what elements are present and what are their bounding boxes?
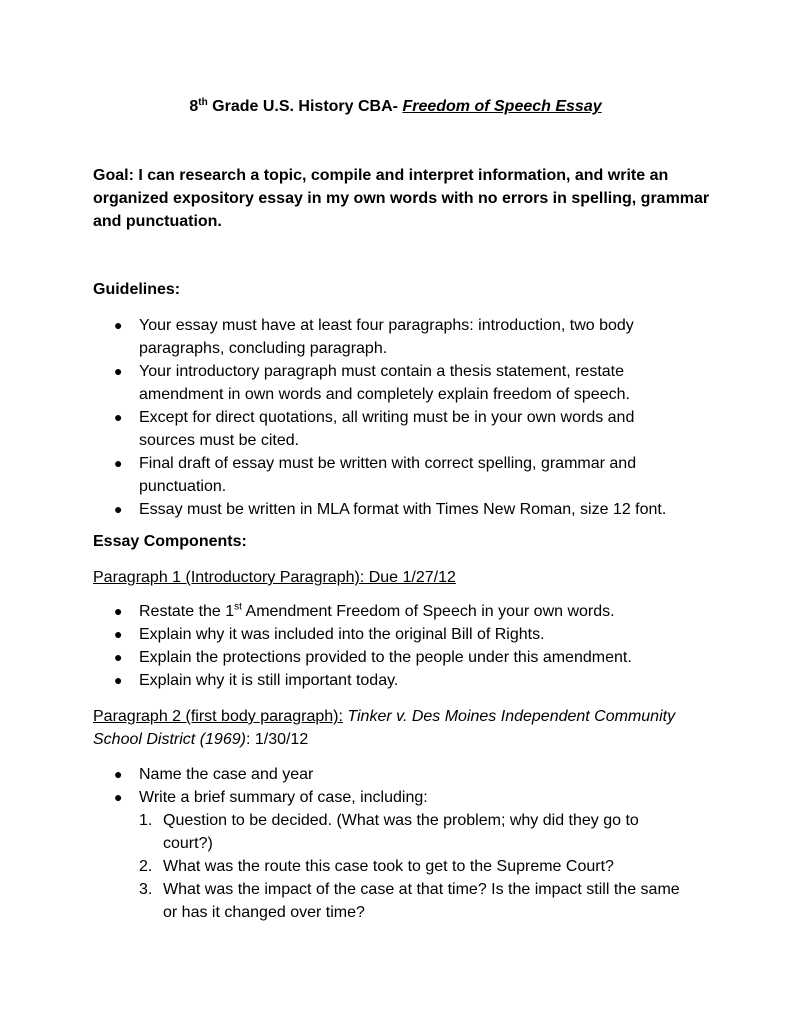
list-item	[93, 498, 693, 521]
bullet-icon: ●	[114, 603, 123, 619]
paragraph2-label	[93, 705, 703, 751]
list-item	[93, 786, 693, 809]
grade-suffix: th	[198, 97, 208, 108]
list-item	[93, 669, 693, 692]
court-case-name: Tinker v. Des Moines Independent Community School District (1969)	[93, 708, 676, 748]
list-item	[93, 360, 693, 406]
paragraph1-list	[93, 600, 693, 692]
list-item	[93, 452, 693, 498]
numbered-item	[93, 878, 693, 924]
list-item	[93, 600, 693, 623]
list-item	[93, 646, 693, 669]
bullet-icon: ●	[114, 626, 123, 642]
ordinal-suffix: st	[234, 601, 242, 613]
item-number: 2.	[139, 858, 153, 875]
list-item-text: Explain the protections provided to the people under this amendment.	[139, 649, 632, 666]
due-date: : 1/30/12	[245, 731, 309, 748]
paragraph1-label: Paragraph 1 (Introductory Paragraph): Due 1/27/12	[93, 569, 456, 586]
bullet-icon: ●	[114, 363, 123, 379]
summary-numbered-list	[93, 809, 693, 924]
bullet-icon: ●	[114, 455, 123, 471]
list-item-text: Final draft of essay must be written with correct spelling, grammar and punctuation.	[139, 455, 637, 495]
list-item-text: Amendment Freedom of Speech in your own words.	[241, 603, 615, 620]
bullet-icon: ●	[114, 649, 123, 665]
bullet-icon: ●	[114, 766, 123, 782]
numbered-item	[93, 809, 693, 855]
bullet-icon: ●	[114, 501, 123, 517]
title-prefix: Grade U.S. History CBA-	[207, 98, 403, 115]
list-item	[93, 314, 693, 360]
guidelines-list	[93, 314, 693, 521]
item-number: 3.	[139, 881, 153, 898]
grade-number: 8	[189, 98, 199, 115]
list-item	[93, 763, 693, 786]
list-item-text: Explain why it is still important today.	[139, 672, 399, 689]
numbered-item-text: What was the route this case took to get to the Supreme Court?	[163, 858, 614, 875]
list-item-text: Name the case and year	[139, 766, 314, 783]
list-item	[93, 623, 693, 646]
paragraph2-title: Paragraph 2 (first body paragraph):	[93, 708, 343, 725]
list-item-text: Your essay must have at least four paragraphs: introduction, two body paragraphs, concluding paragraph.	[139, 317, 634, 357]
bullet-icon: ●	[114, 409, 123, 425]
bullet-icon: ●	[114, 317, 123, 333]
goal-statement: Goal: I can research a topic, compile and interpret information, and write an organized expository essay in my own words with no errors in spelling, grammar and punctuation.	[93, 167, 710, 230]
list-item-text: Your introductory paragraph must contain a thesis statement, restate amendment in own words and completely explain freedom of speech.	[139, 363, 630, 403]
numbered-item	[93, 855, 693, 878]
list-item-text: Explain why it was included into the original Bill of Rights.	[139, 626, 545, 643]
essay-components-heading: Essay Components:	[93, 533, 247, 550]
list-item-text: Write a brief summary of case, including:	[139, 789, 428, 806]
list-item-text: Essay must be written in MLA format with Times New Roman, size 12 font.	[139, 501, 667, 518]
document-title	[0, 95, 791, 118]
item-number: 1.	[139, 812, 153, 829]
list-item	[93, 406, 693, 452]
bullet-icon: ●	[114, 672, 123, 688]
list-item-text: Except for direct quotations, all writing must be in your own words and sources must be cited.	[139, 409, 635, 449]
bullet-icon: ●	[114, 789, 123, 805]
list-item-text: Restate the 1	[139, 603, 235, 620]
essay-name: Freedom of Speech Essay	[402, 98, 602, 115]
numbered-item-text: What was the impact of the case at that time? Is the impact still the same or has it changed over time?	[163, 881, 680, 921]
guidelines-heading: Guidelines:	[93, 281, 181, 298]
numbered-item-text: Question to be decided. (What was the problem; why did they go to court?)	[163, 812, 639, 852]
paragraph2-list	[93, 763, 693, 809]
